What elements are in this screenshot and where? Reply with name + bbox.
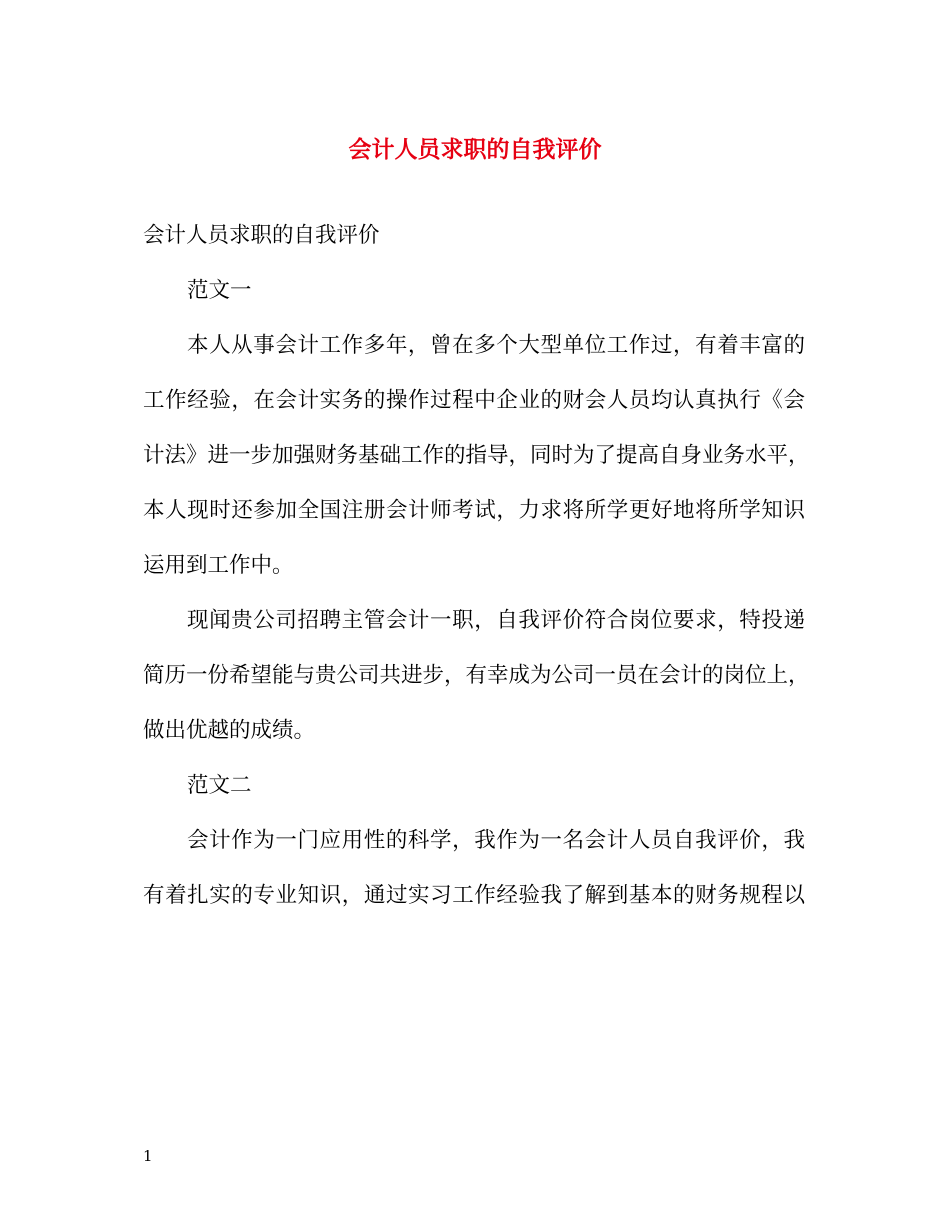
paragraph-line: 简历一份希望能与贵公司共进步，有幸成为公司一员在会计的岗位上， bbox=[143, 663, 810, 688]
paragraph-line: 现闻贵公司招聘主管会计一职，自我评价符合岗位要求，特投递 bbox=[187, 608, 805, 633]
paragraph-line: 会计作为一门应用性的科学，我作为一名会计人员自我评价，我 bbox=[187, 828, 805, 853]
paragraph-line: 运用到工作中。 bbox=[143, 553, 294, 578]
paragraph-line: 本人现时还参加全国注册会计师考试，力求将所学更好地将所学知识 bbox=[143, 498, 805, 523]
page-number: 1 bbox=[143, 1147, 153, 1165]
document-body bbox=[143, 214, 810, 929]
paragraph-line: 工作经验，在会计实务的操作过程中企业的财会人员均认真执行《会 bbox=[143, 388, 805, 413]
paragraph-line: 计法》进一步加强财务基础工作的指导，同时为了提高自身业务水平， bbox=[143, 443, 810, 468]
paragraph-line: 做出优越的成绩。 bbox=[143, 718, 316, 743]
paragraph-line: 有着扎实的专业知识，通过实习工作经验我了解到基本的财务规程以 bbox=[143, 883, 805, 908]
paragraph-line: 本人从事会计工作多年，曾在多个大型单位工作过，有着丰富的 bbox=[187, 333, 805, 358]
document-title: 会计人员求职的自我评价 bbox=[348, 136, 602, 163]
section-heading-1: 范文一 bbox=[187, 278, 252, 303]
subtitle-line: 会计人员求职的自我评价 bbox=[143, 223, 380, 248]
section-heading-2: 范文二 bbox=[187, 773, 252, 798]
